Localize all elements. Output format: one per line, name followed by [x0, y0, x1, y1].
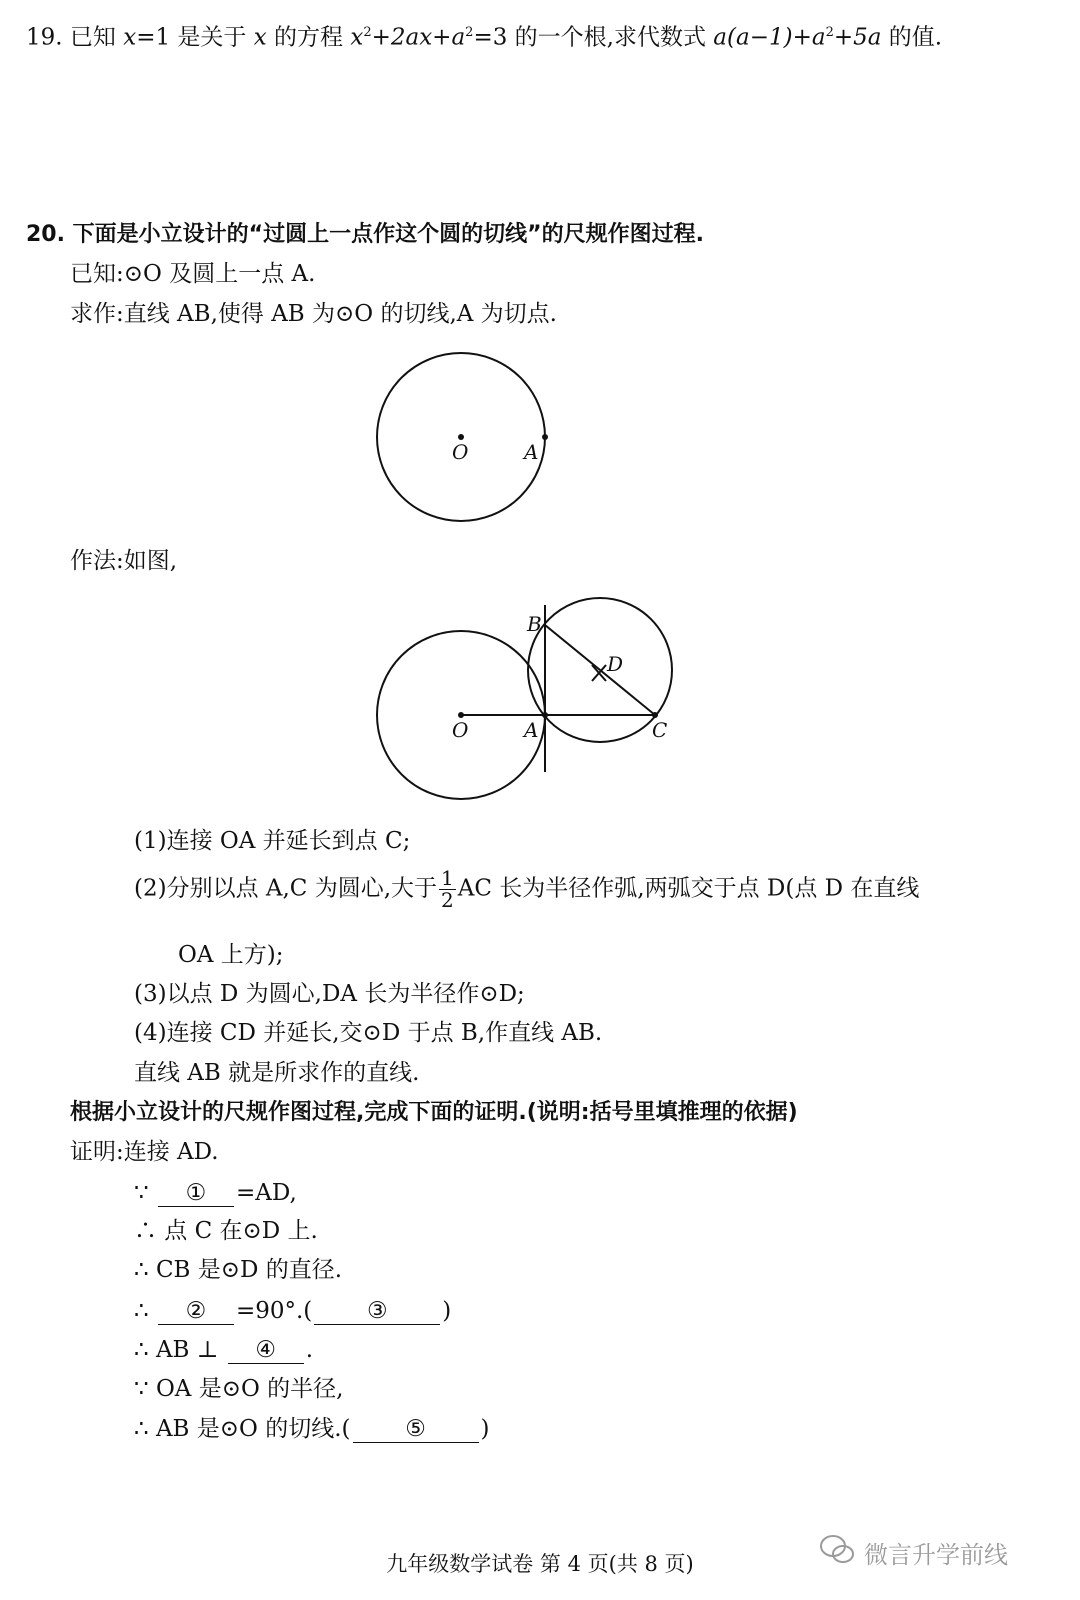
fraction-half	[439, 868, 456, 911]
q19-sup: 2	[825, 25, 834, 40]
proof-text: .	[305, 1337, 314, 1363]
proof-line-4	[134, 1299, 451, 1325]
label-c-fig2: C	[652, 718, 668, 742]
q19-sup: 2	[363, 25, 372, 40]
page-footer: 九年级数学试卷 第 4 页(共 8 页)	[386, 1552, 694, 1576]
q19-var: x	[123, 24, 137, 51]
step-2-part-b: AC 长为半径作弧,两弧交于点 D(点 D 在直线	[457, 875, 920, 902]
q20-number: 20.	[26, 222, 65, 247]
label-a-fig2: A	[524, 718, 539, 742]
fraction-denominator: 2	[441, 888, 454, 912]
proof-line-5	[134, 1338, 313, 1364]
q19-expression: +5a	[833, 24, 882, 51]
q19-sup: 2	[465, 25, 474, 40]
blank-2[interactable]: ②	[158, 1299, 234, 1325]
point-a-fig2	[542, 712, 548, 718]
because-symbol: ∵	[134, 1180, 149, 1206]
q20-title-text: 下面是小立设计的“过圆上一点作这个圆的切线”的尺规作图过程.	[72, 222, 704, 247]
label-o-fig1: O	[452, 440, 469, 464]
q19-part: =1	[136, 24, 171, 51]
q19-part: 的值.	[888, 24, 943, 51]
step-2-part-a: (2)分别以点 A,C 为圆心,大于	[134, 875, 438, 902]
blank-3[interactable]: ③	[314, 1299, 440, 1325]
q19-var: x	[253, 24, 267, 51]
q20-known: 已知:⊙O 及圆上一点 A.	[70, 261, 316, 287]
blank-1[interactable]: ①	[158, 1181, 234, 1207]
label-b-fig2: B	[527, 612, 542, 636]
proof-line-2: ∴ 点 C 在⊙D 上.	[134, 1218, 318, 1244]
label-a-fig1: A	[524, 440, 539, 464]
q19-part: 的方程	[274, 24, 344, 51]
line-bc	[545, 625, 655, 715]
proof-line-6: ∵ OA 是⊙O 的半径,	[134, 1376, 344, 1402]
proof-line-1	[134, 1181, 297, 1207]
proof-text: =90°.(	[235, 1298, 313, 1324]
step-1: (1)连接 OA 并延长到点 C;	[134, 828, 411, 854]
proof-line-3: ∴ CB 是⊙D 的直径.	[134, 1257, 343, 1283]
conclusion: 直线 AB 就是所求作的直线.	[134, 1060, 420, 1086]
point-a-fig1	[542, 434, 548, 440]
q19-expression: a(a−1)+a	[713, 24, 826, 51]
proof-line-7	[134, 1417, 489, 1443]
label-o-fig2: O	[452, 718, 469, 742]
proof-text: ∴ AB 是⊙O 的切线.(	[134, 1416, 351, 1442]
q20-goal: 求作:直线 AB,使得 AB 为⊙O 的切线,A 为切点.	[70, 301, 557, 327]
step-2	[134, 868, 919, 911]
proof-text: )	[442, 1298, 452, 1324]
proof-instruction: 根据小立设计的尺规作图过程,完成下面的证明.(说明:括号里填推理的依据)	[70, 1100, 798, 1125]
blank-4[interactable]: ④	[228, 1338, 304, 1364]
q19-number: 19.	[26, 24, 63, 51]
q20-method: 作法:如图,	[70, 548, 178, 574]
q19-part: 的一个根,求代数式	[514, 24, 706, 51]
watermark-text: 微言升学前线	[864, 1541, 1008, 1569]
wechat-icon	[818, 1532, 858, 1568]
step-2-continued: OA 上方);	[178, 942, 284, 968]
q19-part: 是关于	[177, 24, 247, 51]
proof-text: )	[480, 1416, 490, 1442]
therefore-symbol: ∴	[134, 1298, 149, 1324]
fraction-numerator: 1	[441, 866, 454, 890]
proof-text: ∴ AB ⊥	[134, 1337, 219, 1363]
label-d-fig2: D	[607, 652, 624, 676]
proof-text: =AD,	[235, 1180, 297, 1206]
blank-5[interactable]: ⑤	[353, 1417, 479, 1443]
q19-part: 已知	[69, 24, 116, 51]
proof-start: 证明:连接 AD.	[70, 1139, 219, 1165]
q19-equation: +2ax+a	[371, 24, 466, 51]
step-4: (4)连接 CD 并延长,交⊙D 于点 B,作直线 AB.	[134, 1020, 603, 1046]
step-3: (3)以点 D 为圆心,DA 长为半径作⊙D;	[134, 981, 525, 1007]
q19-equation: =3	[473, 24, 508, 51]
figure-2	[377, 598, 672, 799]
q19-var: x	[350, 24, 364, 51]
